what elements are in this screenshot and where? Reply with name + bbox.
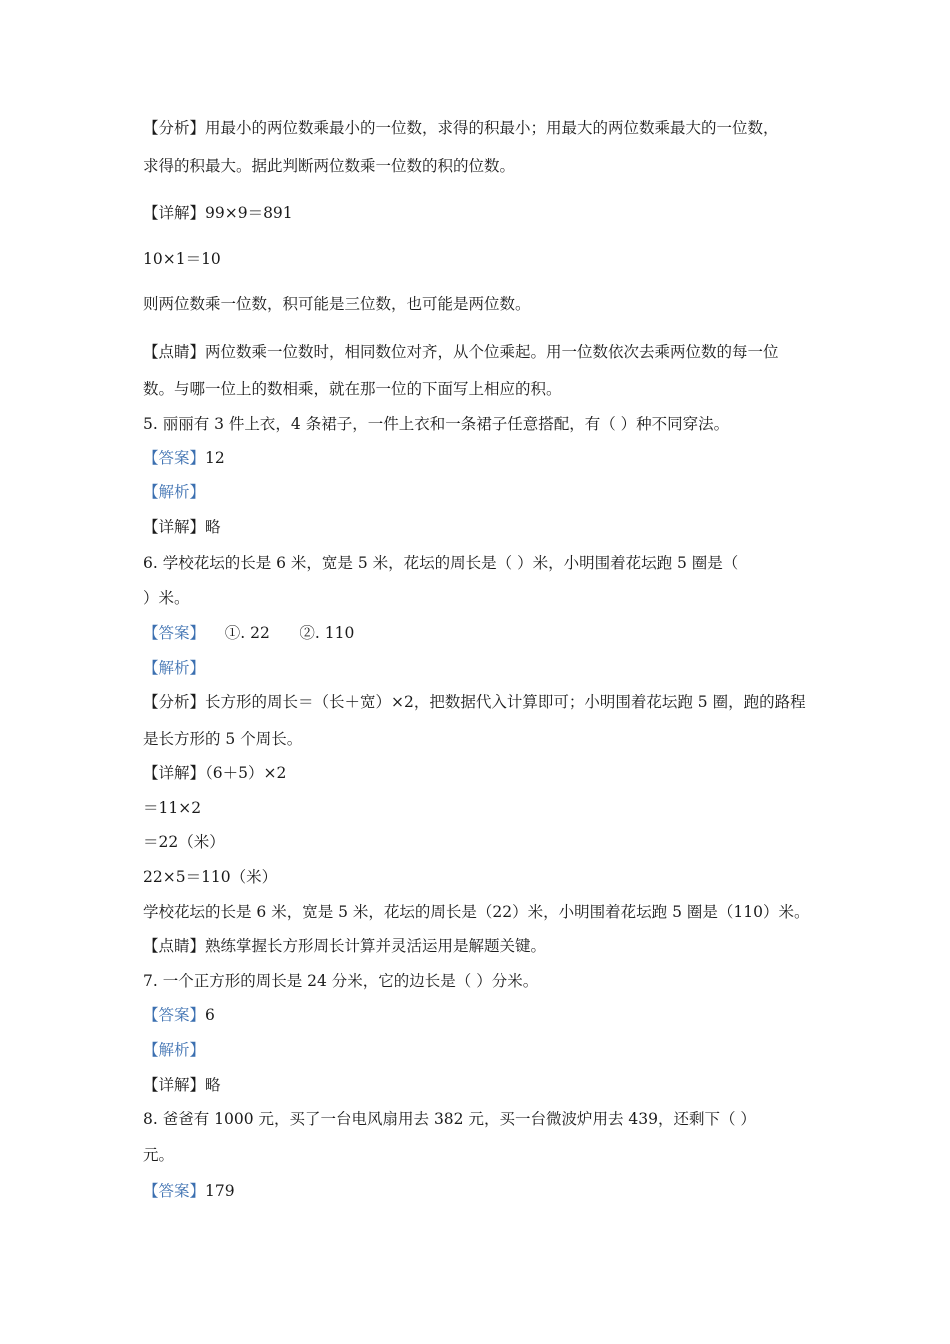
q4-analysis-line: 【分析】用最小的两位数乘最小的一位数，求得的积最小；用最大的两位数乘最大的一位数， <box>143 119 779 137</box>
answer-label: 【答案】 <box>143 624 206 642</box>
q6-parse-label: 【解析】 <box>143 659 206 677</box>
q7-question: 7. 一个正方形的周长是 24 分米，它的边长是（ ）分米。 <box>143 972 539 990</box>
q4-detail-line: 【详解】99×9＝891 <box>143 204 293 222</box>
q6-detail-line: 【详解】（6＋5）×2 <box>143 764 287 782</box>
q6-analysis-line: 是长方形的 5 个周长。 <box>143 730 303 748</box>
q6-question-line: ）米。 <box>143 589 190 607</box>
answer-value: 179 <box>205 1182 235 1200</box>
q6-detail-line: ＝22（米） <box>143 833 225 851</box>
q5-detail: 【详解】略 <box>143 518 221 536</box>
q6-analysis-line: 【分析】长方形的周长＝（长＋宽）×2，把数据代入计算即可；小明围着花坛跑 5 圈，跑的路程 <box>143 693 806 711</box>
q8-answer <box>143 1181 813 1201</box>
q6-detail-line: 学校花坛的长是 6 米，宽是 5 米，花坛的周长是（22）米，小明围着花坛跑 5 圈是（110）米。 <box>143 903 810 921</box>
q6-detail-line: 22×5＝110（米） <box>143 868 278 886</box>
answer-label: 【答案】 <box>143 1006 206 1024</box>
q6-answer <box>143 623 813 643</box>
q6-question-line: 6. 学校花坛的长是 6 米，宽是 5 米，花坛的周长是（ ）米，小明围着花坛跑 5 圈是（ <box>143 554 739 572</box>
answer-label: 【答案】 <box>143 1182 206 1200</box>
q5-answer <box>143 448 813 468</box>
answer-value: ①. 22 ②. 110 <box>205 624 355 642</box>
q4-tip-line: 【点睛】两位数乘一位数时，相同数位对齐，从个位乘起。用一位数依次去乘两位数的每一位 <box>143 343 779 361</box>
answer-label: 【答案】 <box>143 449 206 467</box>
q4-analysis-line: 求得的积最大。据此判断两位数乘一位数的积的位数。 <box>143 157 516 175</box>
q8-question-line: 元。 <box>143 1146 175 1164</box>
q5-parse-label: 【解析】 <box>143 483 206 501</box>
q6-tip: 【点睛】熟练掌握长方形周长计算并灵活运用是解题关键。 <box>143 937 547 955</box>
q6-detail-line: ＝11×2 <box>143 799 202 817</box>
answer-value: 6 <box>205 1006 215 1024</box>
q4-detail-line: 10×1＝10 <box>143 250 221 268</box>
answer-value: 12 <box>205 449 225 467</box>
q5-question: 5. 丽丽有 3 件上衣，4 条裙子，一件上衣和一条裙子任意搭配，有（ ）种不同穿法。 <box>143 415 730 433</box>
q7-parse-label: 【解析】 <box>143 1041 206 1059</box>
q7-detail: 【详解】略 <box>143 1076 221 1094</box>
q8-question-line: 8. 爸爸有 1000 元，买了一台电风扇用去 382 元，买一台微波炉用去 439，还剩下（ ） <box>143 1110 756 1128</box>
q4-detail-line: 则两位数乘一位数，积可能是三位数，也可能是两位数。 <box>143 295 531 313</box>
q4-tip-line: 数。与哪一位上的数相乘，就在那一位的下面写上相应的积。 <box>143 380 562 398</box>
q7-answer <box>143 1005 813 1025</box>
